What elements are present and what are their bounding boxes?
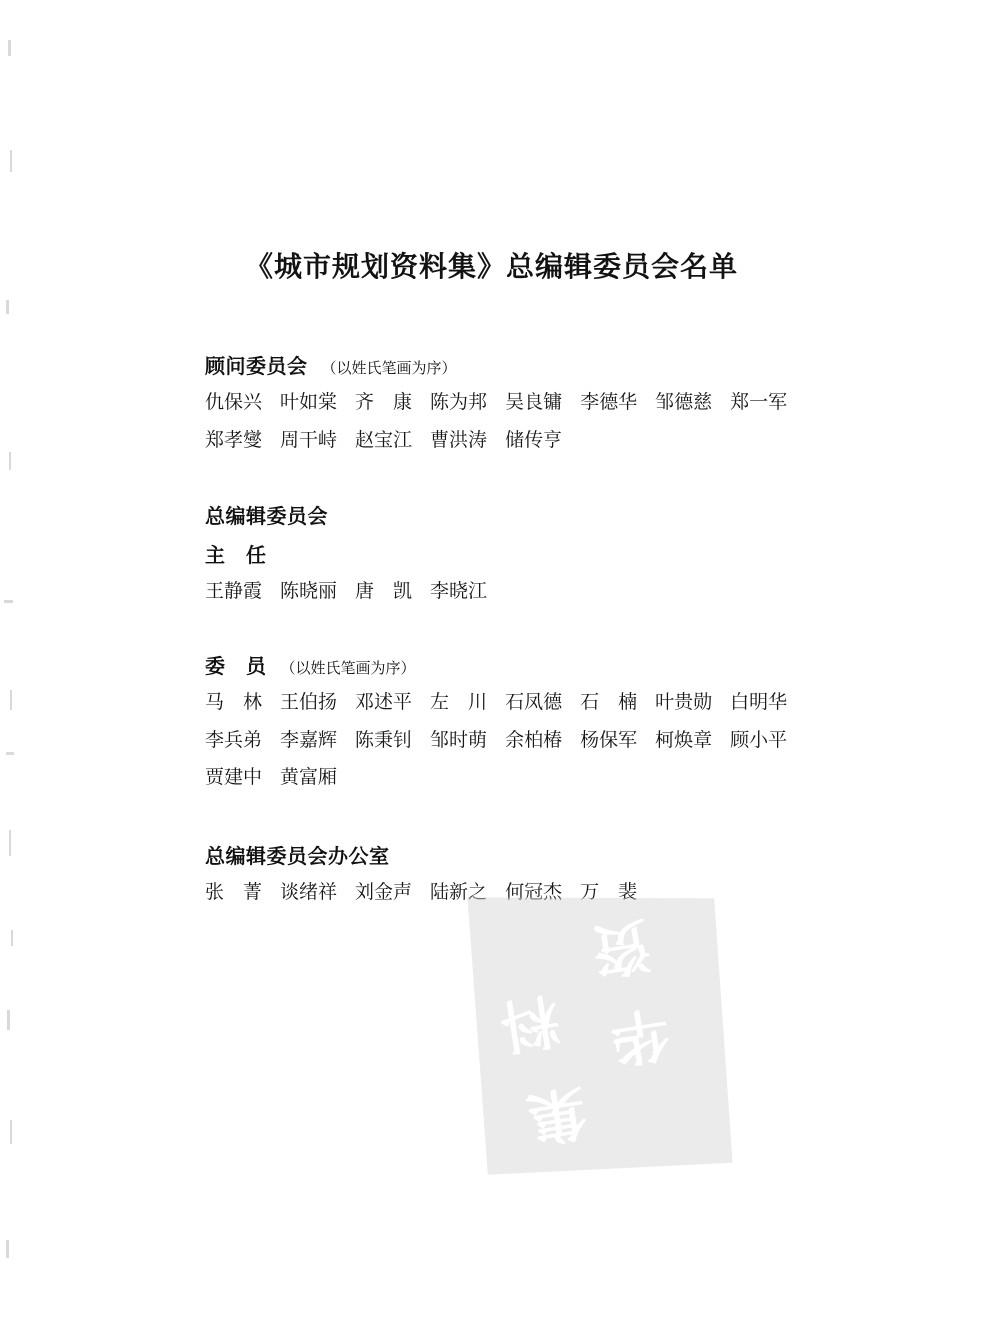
seal-glyph: 料 [496, 984, 564, 1061]
person-name: 李晓江 [430, 580, 488, 602]
person-name: 杨保军 [580, 728, 638, 751]
person-name: 曹洪涛 [430, 428, 488, 451]
section-members [205, 650, 905, 792]
name-row [205, 388, 905, 417]
person-name: 柯焕章 [655, 728, 713, 751]
person-name: 郑孝燮 [205, 428, 263, 451]
person-name: 储传亨 [505, 428, 563, 451]
section-heading-text: 总编辑委员会办公室 [205, 844, 390, 868]
person-name: 赵宝江 [355, 428, 413, 451]
name-row [205, 726, 905, 755]
person-name: 邹德慈 [655, 391, 713, 413]
person-name: 谈绪祥 [280, 881, 338, 903]
seal-shape [431, 844, 769, 1215]
person-name: 贾建中 [205, 766, 263, 788]
seal-watermark [431, 844, 769, 1215]
person-name: 马 林 [205, 691, 263, 713]
person-name: 齐 康 [355, 391, 413, 413]
person-name: 石 楠 [580, 691, 638, 713]
person-name: 周干峙 [280, 428, 338, 451]
section-heading [205, 350, 905, 379]
section-heading [205, 500, 905, 529]
person-name: 万 裴 [580, 881, 638, 903]
person-name: 叶如棠 [280, 391, 338, 413]
section-heading [205, 650, 905, 679]
person-name: 王静霞 [205, 580, 263, 602]
person-name: 邓述平 [355, 691, 413, 713]
section-heading-note: （以姓氏笔画为序） [280, 659, 416, 677]
name-row [205, 426, 905, 455]
person-name: 仇保兴 [205, 391, 263, 413]
person-name: 左 川 [430, 691, 488, 713]
section-editorial-committee [205, 500, 905, 606]
person-name: 陈为邦 [430, 391, 488, 413]
person-name: 张 菁 [205, 881, 263, 903]
section-heading-note: （以姓氏笔画为序） [321, 359, 457, 377]
person-name: 余柏椿 [505, 728, 563, 751]
name-row [205, 688, 905, 717]
person-name: 陆新之 [430, 881, 488, 903]
person-name: 刘金声 [355, 881, 413, 903]
person-name: 李嘉辉 [280, 728, 338, 751]
section-heading [205, 840, 905, 869]
person-name: 叶贵勋 [655, 691, 713, 713]
seal-glyph: 集 [522, 1076, 591, 1153]
section-advisory-committee [205, 350, 905, 454]
person-name: 王伯扬 [280, 691, 338, 713]
name-row [205, 577, 905, 606]
person-name: 白明华 [730, 691, 788, 713]
subsection-heading [205, 539, 905, 568]
section-heading-text: 委 员 [205, 654, 267, 678]
person-name: 唐 凯 [355, 580, 413, 602]
person-name: 吴良镛 [505, 391, 563, 413]
subsection-heading-text: 主 任 [205, 543, 267, 567]
person-name: 李德华 [580, 391, 638, 413]
person-name: 郑一军 [730, 391, 788, 413]
person-name: 黄富厢 [280, 766, 338, 788]
seal-glyph: 华 [606, 997, 675, 1074]
section-heading-text: 总编辑委员会 [205, 504, 328, 528]
person-name: 何冠杰 [505, 881, 563, 903]
page-title: 《城市规划资料集》总编辑委员会名单 [244, 250, 738, 283]
seal-glyph: 资 [587, 909, 656, 986]
person-name: 陈晓丽 [280, 580, 338, 602]
person-name: 陈秉钊 [355, 728, 413, 751]
name-row [205, 763, 905, 792]
person-name: 石凤德 [505, 691, 563, 713]
section-heading-text: 顾问委员会 [205, 354, 308, 378]
person-name: 邹时萌 [430, 728, 488, 751]
person-name: 李兵弟 [205, 728, 263, 751]
person-name: 顾小平 [730, 728, 788, 751]
